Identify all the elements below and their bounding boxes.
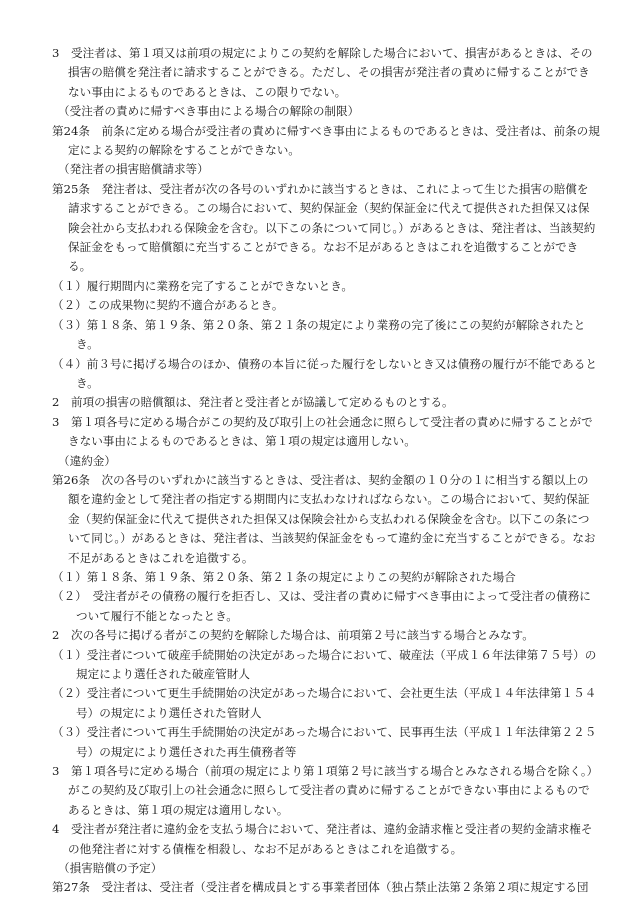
list-item: （２）この成果物に契約不適合があるとき。 [52, 298, 284, 313]
list-item: （３）受注者について再生手続開始の決定があった場合において、民事再生法（平成１１年法律第２２５号）の規定により選任された再生債務者等 [52, 725, 597, 759]
list-item: （３）第１８条、第１９条、第２０条、第２１条の規定により業務の完了後にこの契約が解除されたとき。 [52, 317, 586, 352]
paragraph: 3 第１項各号に定める場合がこの契約及び取引上の社会通念に照らして受注者の責めに帰することができない事由によるものであるときは、第１項の規定は適用しない。 [52, 414, 593, 449]
article-paragraph: 第27条 受注者は、受注者（受注者を構成員とする事業者団体（独占禁止法第２条第２項に規定する団 [52, 880, 589, 895]
article-paragraph: 第25条 発注者は、受注者が次の各号のいずれかに該当するときは、これによって生じた損害の賠償を請求することができる。この場合において、契約保証金（契約保証金に代えて提供された担保又は保険会社から支払われる保険金を含む。以下この条について同じ。）があるときは、発注者は、当該契約保証金をもって賠償額に充当することができる。なお不足があるときはこれを追徴することができる。 [52, 181, 596, 274]
paragraph: 4 受注者が発注者に違約金を支払う場合において、発注者は、違約金請求権と受注者の契約金請求権その他発注者に対する債権を相殺し、なお不足があるときはこれを追徴する。 [52, 822, 593, 856]
list-item: （２） 受注者がその債務の履行を拒否し、又は、受注者の責めに帰すべき事由によって受注者の債務について履行不能となったとき。 [52, 589, 591, 623]
paragraph: 2 次の各号に掲げる者がこの契約を解除した場合は、前項第２号に該当する場合とみなす。 [52, 628, 534, 643]
article-paragraph: 第24条 前条に定める場合が受注者の責めに帰すべき事由によるものであるときは、受注者は、前条の規定による契約の解除をすることができない。 [52, 123, 600, 158]
section-heading: （違約金） [58, 453, 116, 468]
section-heading: （損害賠償の予定） [58, 861, 163, 876]
paragraph: 2 前項の損害の賠償額は、発注者と受注者とが協議して定めるものとする。 [52, 395, 454, 410]
list-item: （４）前３号に掲げる場合のほか、債務の本旨に従った履行をしないとき又は債務の履行が不能であるとき。 [52, 356, 597, 390]
article-paragraph: 第26条 次の各号のいずれかに該当するときは、受注者は、契約金額の１０分の１に相当する額以上の額を違約金として発注者の指定する期間内に支払わなければならない。この場合において、契約保証金（契約保証金に代えて提供された担保又は保険会社から支払われる保険金を含む。以下この条について同じ。）があるときは、発注者は、当該契約保証金をもって違約金に充当することができる。なお不足があるときはこれを追徴する。 [52, 472, 596, 565]
section-heading: （発注者の損害賠償請求等） [58, 162, 209, 177]
list-item: （２）受注者について更生手続開始の決定があった場合において、会社更生法（平成１４年法律第１５４号）の規定により選任された管財人 [52, 686, 597, 720]
list-item: （１）第１８条、第１９条、第２０条、第２１条の規定によりこの契約が解除された場合 [52, 569, 516, 584]
list-item: （１）受注者について破産手続開始の決定があった場合において、破産法（平成１６年法律第７５号）の規定により選任された破産管財人 [52, 647, 597, 681]
paragraph: 3 第１項各号に定める場合（前項の規定により第１項第２号に該当する場合とみなされる場合を除く。）がこの契約及び取引上の社会通念に照らして受注者の責めに帰することができない事由によるものであるときは、第１項の規定は適用しない。 [52, 764, 599, 817]
section-heading: （受注者の責めに帰すべき事由による場合の解除の制限） [58, 104, 360, 119]
paragraph: 3 受注者は、第１項又は前項の規定によりこの契約を解除した場合において、損害があるときは、その損害の賠償を発注者に請求することができる。ただし、その損害が発注者の責めに帰することができない事由によるものであるときは、この限りでない。 [52, 46, 593, 99]
list-item: （１）履行期間内に業務を完了することができないとき。 [52, 278, 353, 293]
